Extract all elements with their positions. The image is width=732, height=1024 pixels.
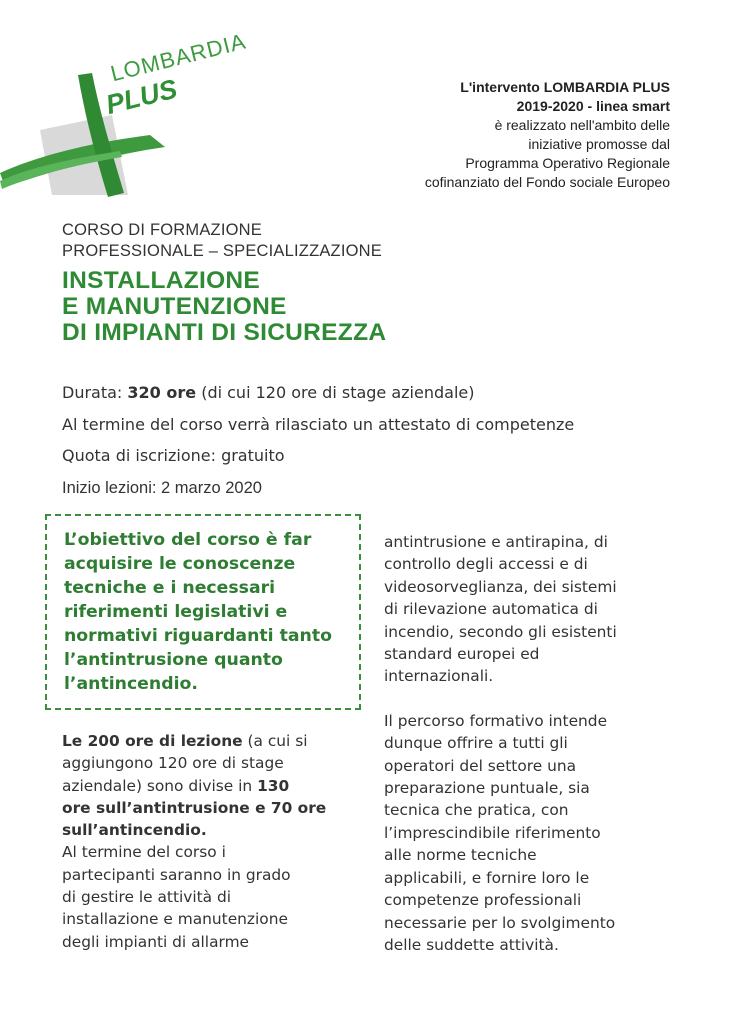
scope-line: antintrusione e antirapina, di <box>384 533 608 551</box>
scope-line: delle suddette attività. <box>384 935 559 954</box>
scope-line: internazionali. <box>384 667 494 686</box>
desc-line: partecipanti saranno in grado <box>62 865 291 884</box>
duration-value: 320 ore <box>127 383 197 402</box>
objective-line: L’obiettivo del corso è far <box>64 530 312 550</box>
course-title-line: INSTALLAZIONE <box>62 267 261 294</box>
course-facts <box>62 382 574 508</box>
logo-text-lombardia: LOMBARDIA <box>108 28 249 87</box>
objective-line: acquisire le conoscenze <box>64 554 296 574</box>
duration-row <box>62 382 574 414</box>
scope-line: dunque offrire a tutti gli <box>384 734 568 753</box>
certificate-row: Al termine del corso verrà rilasciato un attestato di competenze <box>62 414 575 434</box>
scope-line: di rilevazione automatica di <box>384 600 598 619</box>
course-title <box>62 268 386 346</box>
objective-line: riferimenti legislativi e <box>64 602 288 622</box>
duration-label: Durata: <box>62 383 128 402</box>
course-title-line: DI IMPIANTI DI SICUREZZA <box>62 319 387 346</box>
hours-description <box>62 730 367 953</box>
objective-line: tecniche e i necessari <box>64 578 276 598</box>
desc-line: installazione e manutenzione <box>62 910 288 929</box>
funding-line: è realizzato nell'ambito delle <box>494 117 670 133</box>
scope-line: preparazione puntuale, sia <box>384 779 590 798</box>
desc-bold-line: sull’antincendio. <box>62 821 207 840</box>
scope-line: operatori del settore una <box>384 756 577 775</box>
course-type-line: PROFESSIONALE – SPECIALIZZAZIONE <box>62 242 382 260</box>
scope-line: alle norme tecniche <box>384 846 537 865</box>
objective-line: l’antincendio. <box>64 674 198 694</box>
funding-line: Programma Operativo Regionale <box>465 155 670 171</box>
desc-line <box>62 775 367 797</box>
start-date-row: Inizio lezioni: 2 marzo 2020 <box>62 478 262 497</box>
objective-line: l’antintrusione quanto <box>64 650 283 670</box>
scope-line: necessarie per lo svolgimento <box>384 913 616 932</box>
funding-statement <box>370 78 670 192</box>
scope-paragraph-1 <box>384 531 684 688</box>
scope-line: competenze professionali <box>384 891 582 910</box>
fee-row: Quota di iscrizione: gratuito <box>62 446 285 465</box>
scope-line: l’imprescindibile riferimento <box>384 823 601 842</box>
objective-text <box>64 528 364 696</box>
objective-line: normativi riguardanti tanto <box>64 626 332 646</box>
desc-bold: Le 200 ore di lezione <box>62 732 243 750</box>
desc-line: Al termine del corso i <box>62 843 226 862</box>
funding-title: L'intervento LOMBARDIA PLUS <box>460 79 670 95</box>
scope-line: tecnica che pratica, con <box>384 801 569 820</box>
scope-line: controllo degli accessi e di <box>384 555 588 574</box>
desc-text: (a cui si <box>242 732 308 750</box>
scope-line: standard europei ed <box>384 645 540 664</box>
logo-text-plus: PLUS <box>103 73 181 121</box>
desc-line: di gestire le attività di <box>62 888 232 907</box>
desc-bold-line: ore sull’antintrusione e 70 ore <box>62 798 327 817</box>
desc-line <box>62 730 367 752</box>
scope-line: incendio, secondo gli esistenti <box>384 622 617 641</box>
duration-note: (di cui 120 ore di stage aziendale) <box>196 383 475 402</box>
funding-subtitle: 2019-2020 - linea smart <box>516 98 670 114</box>
desc-bold: 130 <box>257 776 290 795</box>
scope-line: applicabili, e fornire loro le <box>384 868 590 887</box>
scope-description <box>384 531 684 956</box>
desc-line: degli impianti di allarme <box>62 932 250 951</box>
funding-line: cofinanziato del Fondo sociale Europeo <box>424 174 670 190</box>
scope-line: Il percorso formativo intende <box>384 711 608 730</box>
scope-paragraph-2 <box>384 710 684 956</box>
desc-text: aziendale) sono divise in <box>62 776 258 795</box>
funding-line: iniziative promosse dal <box>528 136 670 152</box>
desc-line: aggiungono 120 ore di stage <box>62 754 284 773</box>
course-type-line: CORSO DI FORMAZIONE <box>62 221 262 239</box>
course-title-line: E MANUTENZIONE <box>62 293 287 320</box>
course-type <box>62 220 382 262</box>
scope-line: videosorveglianza, dei sistemi <box>384 577 617 596</box>
